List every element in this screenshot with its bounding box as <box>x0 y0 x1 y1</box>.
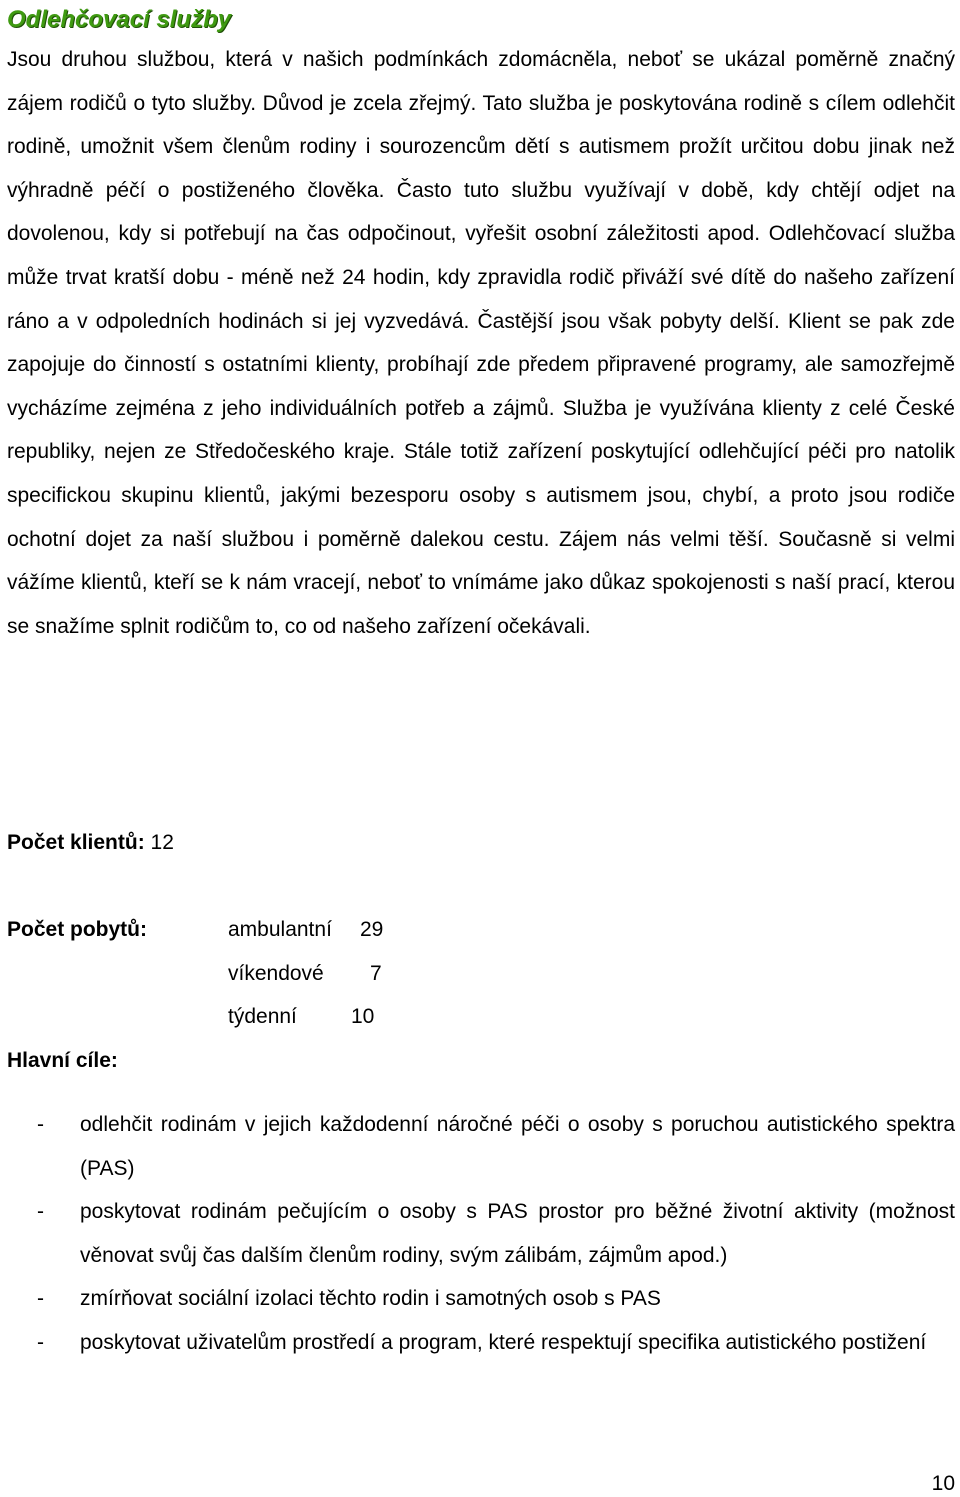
bullet-dash: - <box>37 1113 44 1136</box>
stay-count: 29 <box>360 918 384 941</box>
goal-text: poskytovat rodinám pečujícím o osoby s PAS prostor pro běžné životní aktivity (možnost věnovat svůj čas dalším členům rodiny, svým zálibám, zájmům apod.) <box>80 1200 955 1267</box>
bullet-dash: - <box>37 1200 44 1224</box>
list-item <box>7 1103 955 1190</box>
section-heading: Odlehčovací služby <box>7 6 232 33</box>
bullet-dash: - <box>37 1287 44 1311</box>
clients-count-value: 12 <box>150 831 174 854</box>
page-number: 10 <box>931 1472 955 1495</box>
stay-count: 10 <box>351 1005 375 1028</box>
stay-type: ambulantní <box>228 918 332 941</box>
stays-label: Počet pobytů: <box>7 918 147 941</box>
bullet-dash: - <box>37 1330 44 1354</box>
stay-count: 7 <box>370 962 382 985</box>
goals-list <box>7 1103 955 1365</box>
list-item <box>7 1277 955 1321</box>
clients-count-label: Počet klientů: <box>7 831 145 854</box>
stay-type: víkendové <box>228 962 324 985</box>
list-item <box>7 1321 955 1365</box>
goal-text: odlehčit rodinám v jejich každodenní náročné péči o osoby s poruchou autistického spektra (PAS) <box>80 1113 955 1180</box>
goal-text: poskytovat uživatelům prostředí a program, které respektují specifika autistického postižení <box>80 1330 927 1354</box>
goal-text: zmírňovat sociální izolaci těchto rodin i samotných osob s PAS <box>80 1287 661 1311</box>
goals-label: Hlavní cíle: <box>7 1049 118 1072</box>
body-paragraph: Jsou druhou službou, která v našich podmínkách zdomácněla, neboť se ukázal poměrně značný zájem rodičů o tyto služby. Důvod je zcela zřejmý. Tato služba je poskytována rodině s cílem odlehčit rodině, umožnit všem členům rodiny i sourozencům dětí s autismem prožít určitou dobu jinak než výhradně péčí o postiženého člověka. Často tuto službu využívají v době, kdy chtějí odjet na dovolenou, kdy si potřebují na čas odpočinout, vyřešit osobní záležitosti apod. Odlehčovací služba může trvat kratší dobu - méně než 24 hodin, kdy zpravidla rodič přiváží své dítě do našeho zařízení ráno a v odpoledních hodinách si jej vyzvedává. Častější jsou však pobyty delší. Klient se pak zde zapojuje do činností s ostatními klienty, probíhají zde předem připravené programy, ale samozřejmě vycházíme zejména z jeho individuálních potřeb a zájmů. Služba je využívána klienty z celé České republiky, nejen ze Středočeského kraje. Stále totiž zařízení poskytující odlehčující péči pro natolik specifickou skupinu klientů, jakými bezesporu osoby s autismem jsou, chybí, a proto jsou rodiče ochotní dojet za naší službou i poměrně dalekou cestu. Zájem nás velmi těší. Současně si velmi vážíme klientů, kteří se k nám vracejí, neboť to vnímáme jako důkaz spokojenosti s naší prací, kterou se snažíme splnit rodičům to, co od našeho zařízení očekávali. <box>7 48 955 638</box>
stay-type: týdenní <box>228 1005 297 1028</box>
list-item <box>7 1190 955 1277</box>
clients-count-line <box>7 828 174 858</box>
